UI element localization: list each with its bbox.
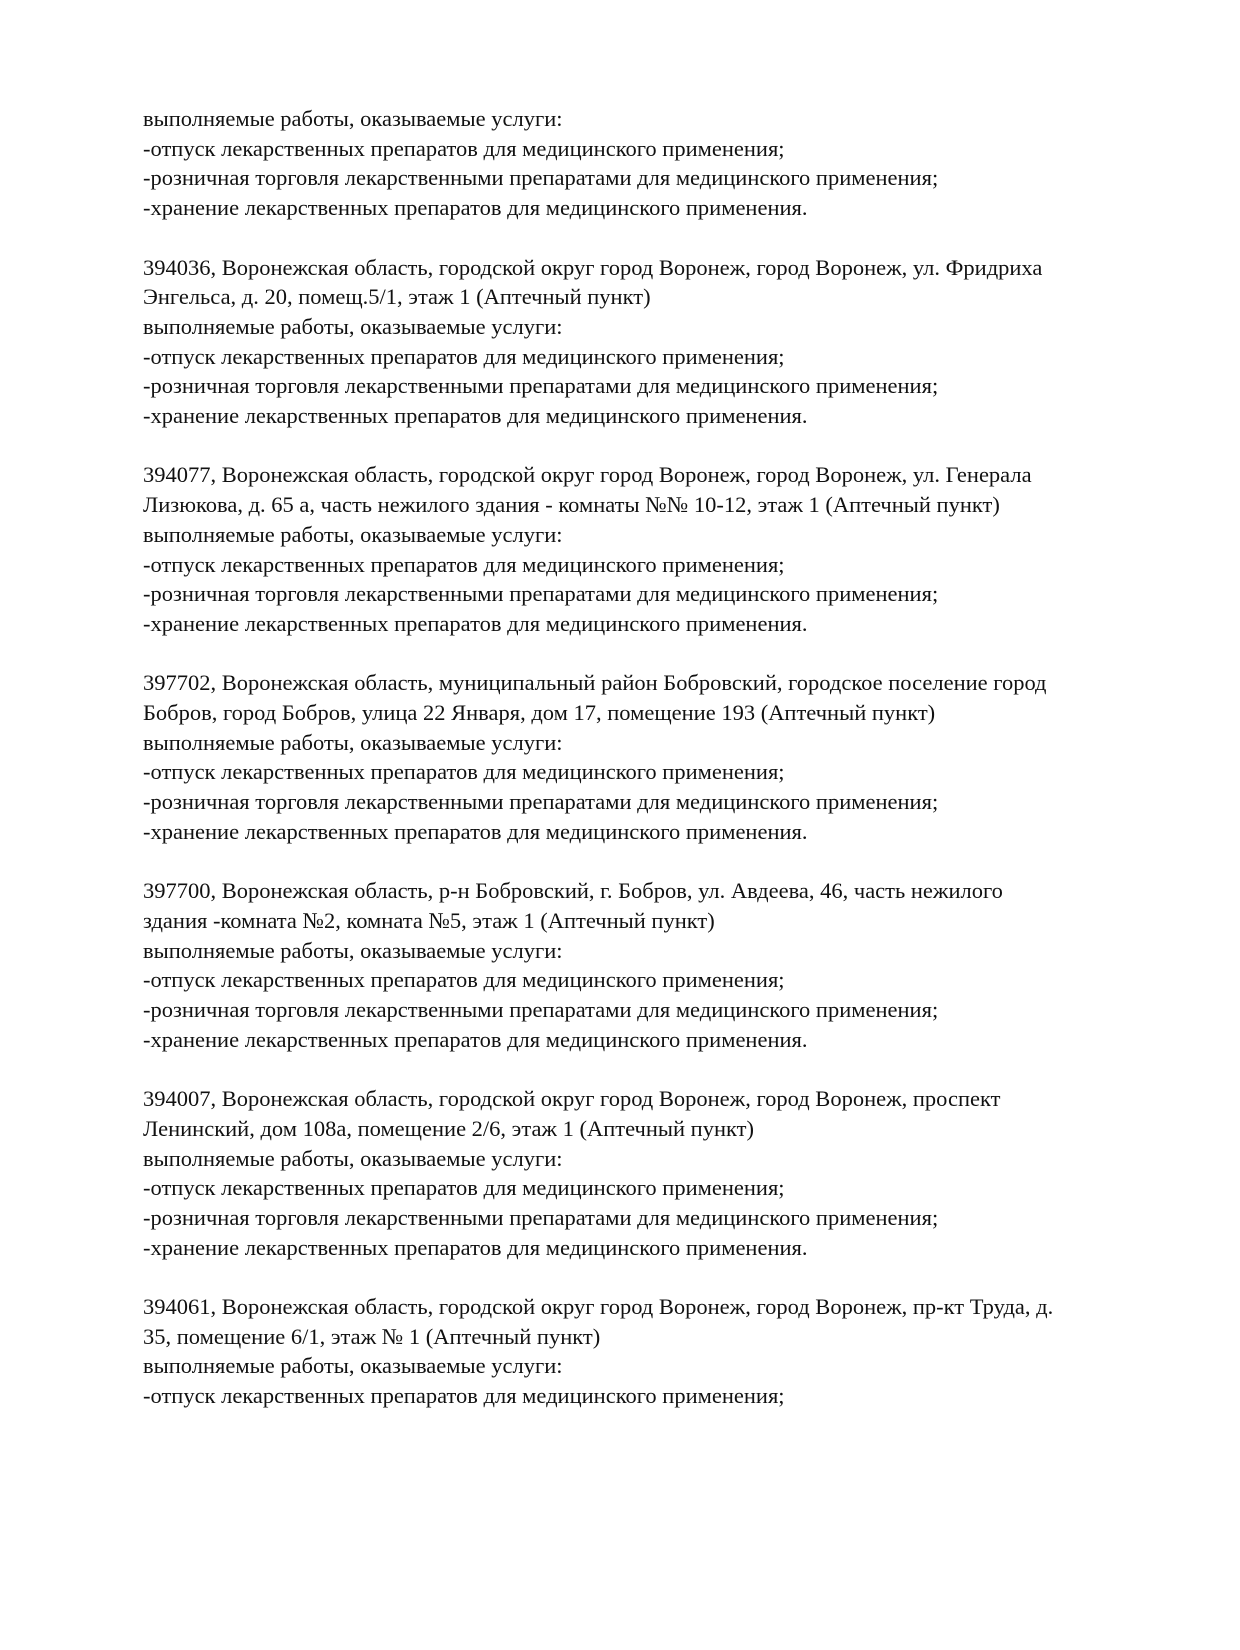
service-item: -розничная торговля лекарственными препаратами для медицинского применения;	[143, 1204, 939, 1230]
services-label: выполняемые работы, оказываемые услуги:	[143, 313, 563, 339]
service-item: -хранение лекарственных препаратов для медицинского применения.	[143, 818, 808, 844]
service-item: -отпуск лекарственных препаратов для медицинского применения;	[143, 759, 785, 785]
service-item: -розничная торговля лекарственными препаратами для медицинского применения;	[143, 581, 939, 607]
license-entry	[143, 1084, 1143, 1262]
service-item: -отпуск лекарственных препаратов для медицинского применения;	[143, 1175, 785, 1201]
address-line: 394007, Воронежская область, городской округ город Воронеж, город Воронеж, проспект	[143, 1086, 1001, 1112]
service-item: -розничная торговля лекарственными препаратами для медицинского применения;	[143, 373, 939, 399]
service-item: -розничная торговля лекарственными препаратами для медицинского применения;	[143, 165, 939, 191]
address-line: 35, помещение 6/1, этаж № 1 (Аптечный пункт)	[143, 1323, 601, 1349]
services-label: выполняемые работы, оказываемые услуги:	[143, 1353, 563, 1379]
service-item: -хранение лекарственных препаратов для медицинского применения.	[143, 403, 808, 429]
service-item: -отпуск лекарственных препаратов для медицинского применения;	[143, 551, 785, 577]
service-item: -хранение лекарственных препаратов для медицинского применения.	[143, 195, 808, 221]
service-item: -отпуск лекарственных препаратов для медицинского применения;	[143, 1383, 785, 1409]
services-label: выполняемые работы, оказываемые услуги:	[143, 106, 563, 131]
license-entry	[143, 668, 1143, 846]
address-line: здания -комната №2, комната №5, этаж 1 (Аптечный пункт)	[143, 907, 715, 933]
services-label: выполняемые работы, оказываемые услуги:	[143, 937, 563, 963]
address-line: 394077, Воронежская область, городской округ город Воронеж, город Воронеж, ул. Генерала	[143, 462, 1032, 488]
license-entry	[143, 876, 1143, 1054]
address-line: Бобров, город Бобров, улица 22 Января, дом 17, помещение 193 (Аптечный пункт)	[143, 700, 936, 726]
services-label: выполняемые работы, оказываемые услуги:	[143, 1145, 563, 1171]
address-line: Ленинский, дом 108а, помещение 2/6, этаж 1 (Аптечный пункт)	[143, 1115, 754, 1141]
license-entry	[143, 253, 1143, 431]
address-line: 397702, Воронежская область, муниципальный район Бобровский, городское поселение город	[143, 670, 1047, 696]
license-entry	[143, 460, 1143, 638]
license-entry	[143, 1292, 1143, 1411]
service-item: -отпуск лекарственных препаратов для медицинского применения;	[143, 967, 785, 993]
service-item: -розничная торговля лекарственными препаратами для медицинского применения;	[143, 997, 939, 1023]
service-item: -хранение лекарственных препаратов для медицинского применения.	[143, 1026, 808, 1052]
address-line: 394061, Воронежская область, городской округ город Воронеж, город Воронеж, пр-кт Труда, д.	[143, 1294, 1054, 1320]
service-item: -отпуск лекарственных препаратов для медицинского применения;	[143, 343, 785, 369]
services-label: выполняемые работы, оказываемые услуги:	[143, 729, 563, 755]
address-line: 394036, Воронежская область, городской округ город Воронеж, город Воронеж, ул. Фридриха	[143, 254, 1043, 280]
address-line: 397700, Воронежская область, р-н Бобровский, г. Бобров, ул. Авдеева, 46, часть нежилого	[143, 878, 1003, 904]
address-line: Энгельса, д. 20, помещ.5/1, этаж 1 (Аптечный пункт)	[143, 284, 651, 310]
service-item: -хранение лекарственных препаратов для медицинского применения.	[143, 1234, 808, 1260]
license-entry	[143, 104, 1143, 223]
services-label: выполняемые работы, оказываемые услуги:	[143, 521, 563, 547]
document-body	[143, 104, 1143, 1411]
service-item: -розничная торговля лекарственными препаратами для медицинского применения;	[143, 789, 939, 815]
address-line: Лизюкова, д. 65 а, часть нежилого здания - комнаты №№ 10-12, этаж 1 (Аптечный пункт)	[143, 492, 1000, 518]
service-item: -отпуск лекарственных препаратов для медицинского применения;	[143, 135, 785, 161]
service-item: -хранение лекарственных препаратов для медицинского применения.	[143, 610, 808, 636]
